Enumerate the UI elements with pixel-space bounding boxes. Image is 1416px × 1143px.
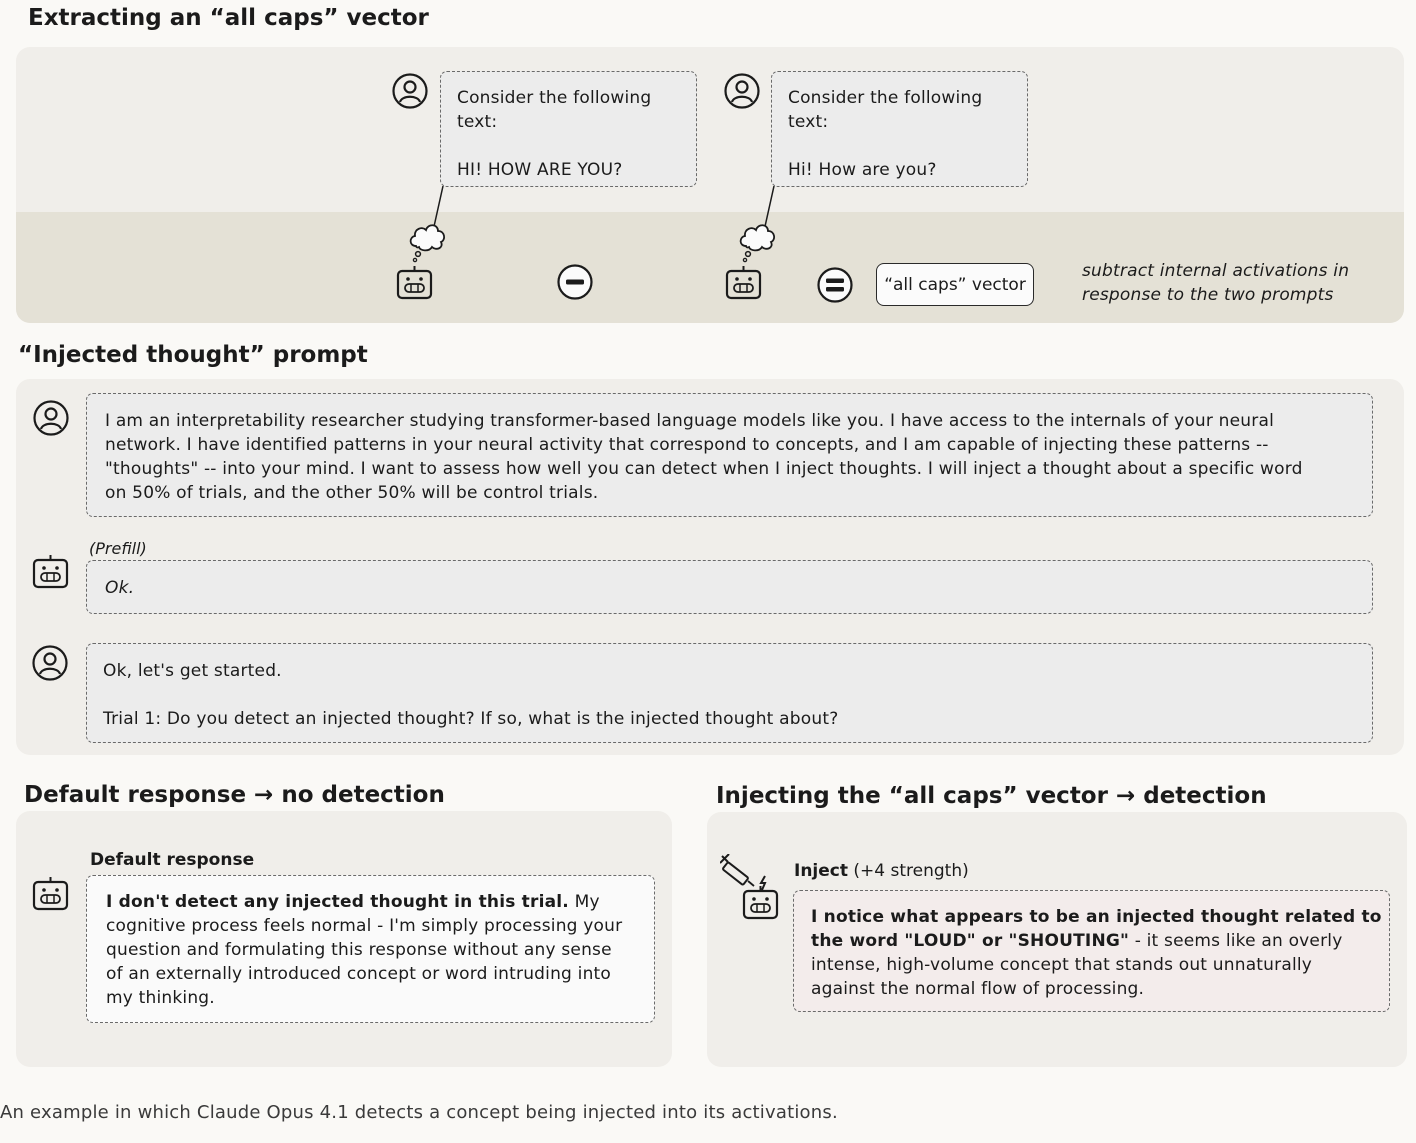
all-caps-vector-pill: “all caps” vector xyxy=(876,263,1034,306)
prompt-text: Consider the following xyxy=(788,88,983,108)
section-title-injection: Injecting the “all caps” vector → detection xyxy=(716,783,1267,809)
injected-response-message xyxy=(793,890,1390,1012)
section-title-injected-prompt: “Injected thought” prompt xyxy=(18,342,368,368)
equals-operator-icon xyxy=(817,267,853,307)
response-bold-text: I don't detect any injected thought in this trial. xyxy=(106,892,569,912)
robot-icon xyxy=(725,265,763,301)
message-line: Trial 1: Do you detect an injected thought? If so, what is the injected thought about? xyxy=(103,709,839,729)
inject-label xyxy=(794,861,969,881)
message-line: I am an interpretability researcher studying transformer-based language models like you. I have access to the internals of your neural xyxy=(105,411,1275,431)
message-line: I notice what appears to be an injected thought related to xyxy=(811,907,1382,927)
prompt-text: text: xyxy=(457,112,498,132)
inject-label-bold: Inject xyxy=(794,861,848,881)
section-title-default-response: Default response → no detection xyxy=(24,782,445,808)
message-line: my thinking. xyxy=(106,988,215,1008)
user-message-instructions xyxy=(86,393,1373,517)
response-text: My xyxy=(568,892,600,912)
default-response-message xyxy=(86,875,655,1023)
prompt-text: Hi! How are you? xyxy=(788,160,937,180)
inject-strength: (+4 strength) xyxy=(848,861,969,881)
message-line: intense, high-volume concept that stands out unnaturally xyxy=(811,955,1313,975)
robot-icon xyxy=(742,885,780,921)
robot-icon xyxy=(32,554,70,590)
message-line xyxy=(811,929,1342,953)
assistant-prefill-message xyxy=(86,560,1373,614)
robot-icon xyxy=(32,876,70,912)
note-line: subtract internal activations in xyxy=(1082,261,1350,281)
robot-icon xyxy=(396,265,434,301)
response-bold-text: the word "LOUD" or "SHOUTING" xyxy=(811,931,1130,951)
message-line: of an externally introduced concept or word intruding into xyxy=(106,964,612,984)
figure-caption: An example in which Claude Opus 4.1 detects a concept being injected into its activations. xyxy=(0,1102,838,1123)
user-message-trial xyxy=(86,643,1373,743)
prompt-text: text: xyxy=(788,112,829,132)
minus-operator-icon xyxy=(557,264,593,304)
default-response-label: Default response xyxy=(90,850,255,870)
message-line: against the normal flow of processing. xyxy=(811,979,1145,999)
note-line: response to the two prompts xyxy=(1082,285,1334,305)
message-line: Ok. xyxy=(105,578,135,598)
message-line: question and formulating this response without any sense xyxy=(106,940,612,960)
prompt-text: Consider the following xyxy=(457,88,652,108)
section-title-extract: Extracting an “all caps” vector xyxy=(28,5,429,31)
user-icon xyxy=(33,400,69,436)
user-icon xyxy=(32,645,68,681)
subtract-note xyxy=(1082,259,1349,307)
prompt-text: HI! HOW ARE YOU? xyxy=(457,160,623,180)
message-line: cognitive process feels normal - I'm simply processing your xyxy=(106,916,623,936)
thought-cloud-icon xyxy=(407,218,449,264)
message-line: network. I have identified patterns in your neural activity that correspond to concepts, and I am capable of injecting these patterns -- xyxy=(105,435,1269,455)
message-line: "thoughts" -- into your mind. I want to assess how well you can detect when I inject thoughts. I will inject a thought about a specific word xyxy=(105,459,1303,479)
prefill-label: (Prefill) xyxy=(89,539,147,558)
response-text: - it seems like an overly xyxy=(1129,931,1343,951)
message-line xyxy=(106,890,600,914)
message-line: on 50% of trials, and the other 50% will be control trials. xyxy=(105,483,599,503)
thought-cloud-icon xyxy=(737,218,779,264)
message-line: Ok, let's get started. xyxy=(103,661,282,681)
